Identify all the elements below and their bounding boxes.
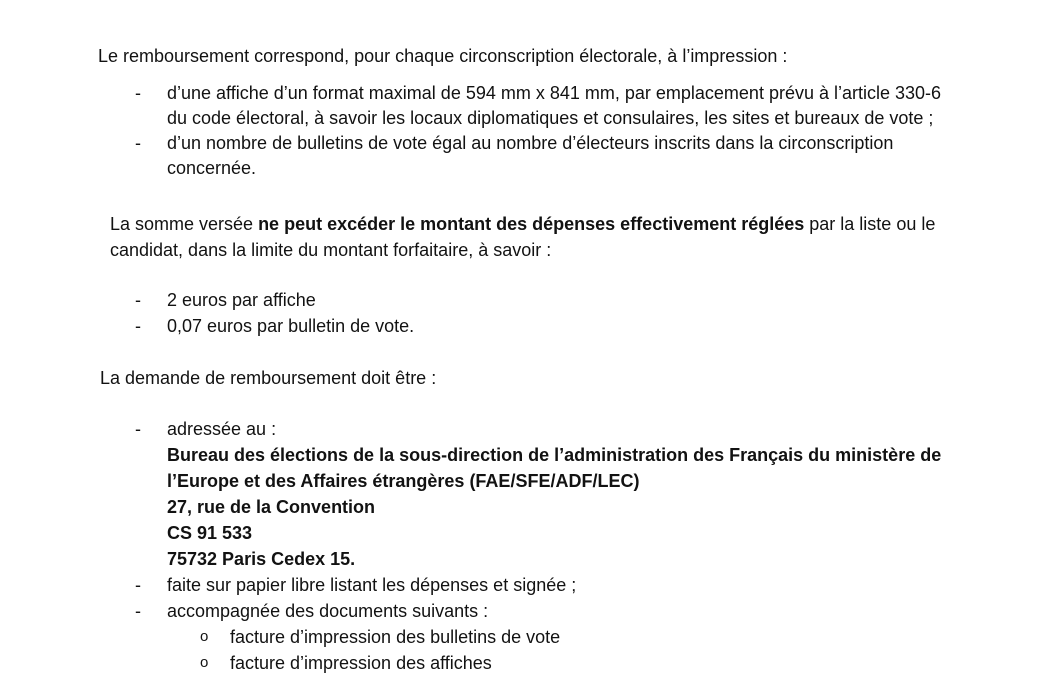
- dash-bullet: -: [135, 419, 141, 439]
- circle-bullet: o: [200, 628, 209, 645]
- list-item: [135, 81, 941, 131]
- request-paragraph: [100, 365, 436, 391]
- request-paragraph-line: La demande de remboursement doit être :: [100, 368, 437, 388]
- intro-paragraph: [98, 44, 787, 69]
- address-block: [167, 442, 941, 572]
- line: 2 euros par affiche: [167, 290, 316, 310]
- circle-bullet: o: [200, 654, 209, 671]
- regular-text: par la liste ou le: [804, 214, 936, 234]
- regular-text: La somme versée: [110, 214, 259, 234]
- impression-items-list: [135, 81, 941, 181]
- line: 0,07 euros par bulletin de vote.: [167, 316, 415, 336]
- dash-bullet: -: [135, 601, 141, 621]
- dash-bullet: -: [135, 83, 141, 103]
- line: du code électoral, à savoir les locaux diplomatiques et consulaires, les sites et bureaux de vote ;: [167, 108, 934, 128]
- list-item-body: [167, 81, 941, 131]
- address-line: 75732 Paris Cedex 15.: [167, 549, 356, 569]
- bold-phrase: ne peut excéder le montant des dépenses effectivement réglées: [258, 214, 805, 234]
- list-item-body: [167, 131, 893, 181]
- line: accompagnée des documents suivants :: [167, 601, 489, 621]
- list-item: [135, 598, 941, 624]
- address-line: CS 91 533: [167, 523, 253, 543]
- sub-list-item: [200, 650, 941, 675]
- address-line: 27, rue de la Convention: [167, 497, 376, 517]
- dash-bullet: -: [135, 290, 141, 310]
- amounts-paragraph-line1: [110, 211, 935, 237]
- dash-bullet: -: [135, 575, 141, 595]
- list-item-body: [167, 416, 941, 572]
- line: concernée.: [167, 158, 257, 178]
- list-item: [135, 313, 414, 339]
- address-line: Bureau des élections de la sous-direction de l’administration des Français du ministère de: [167, 445, 942, 465]
- sub-list-item: [200, 624, 941, 650]
- line: d’un nombre de bulletins de vote égal au nombre d’électeurs inscrits dans la circonscription: [167, 133, 894, 153]
- list-item: [135, 131, 941, 181]
- list-item: [135, 416, 941, 572]
- addressed-to-label: adressée au :: [167, 419, 277, 439]
- line: facture d’impression des bulletins de vote: [230, 627, 561, 647]
- request-requirements-list: [135, 416, 941, 675]
- address-line: l’Europe et des Affaires étrangères (FAE/SFE/ADF/LEC): [167, 471, 640, 491]
- dash-bullet: -: [135, 133, 141, 153]
- line: faite sur papier libre listant les dépenses et signée ;: [167, 575, 577, 595]
- line: d’une affiche d’un format maximal de 594 mm x 841 mm, par emplacement prévu à l’article 330-6: [167, 83, 942, 103]
- dash-bullet: -: [135, 316, 141, 336]
- intro-line: Le remboursement correspond, pour chaque circonscription électorale, à l’impression :: [98, 46, 788, 66]
- list-item: [135, 287, 414, 313]
- amounts-paragraph-line2: candidat, dans la limite du montant forfaitaire, à savoir :: [110, 240, 552, 260]
- list-item: [135, 572, 941, 598]
- amounts-paragraph: [110, 211, 935, 263]
- line: facture d’impression des affiches: [230, 653, 492, 673]
- amounts-list: [135, 287, 414, 339]
